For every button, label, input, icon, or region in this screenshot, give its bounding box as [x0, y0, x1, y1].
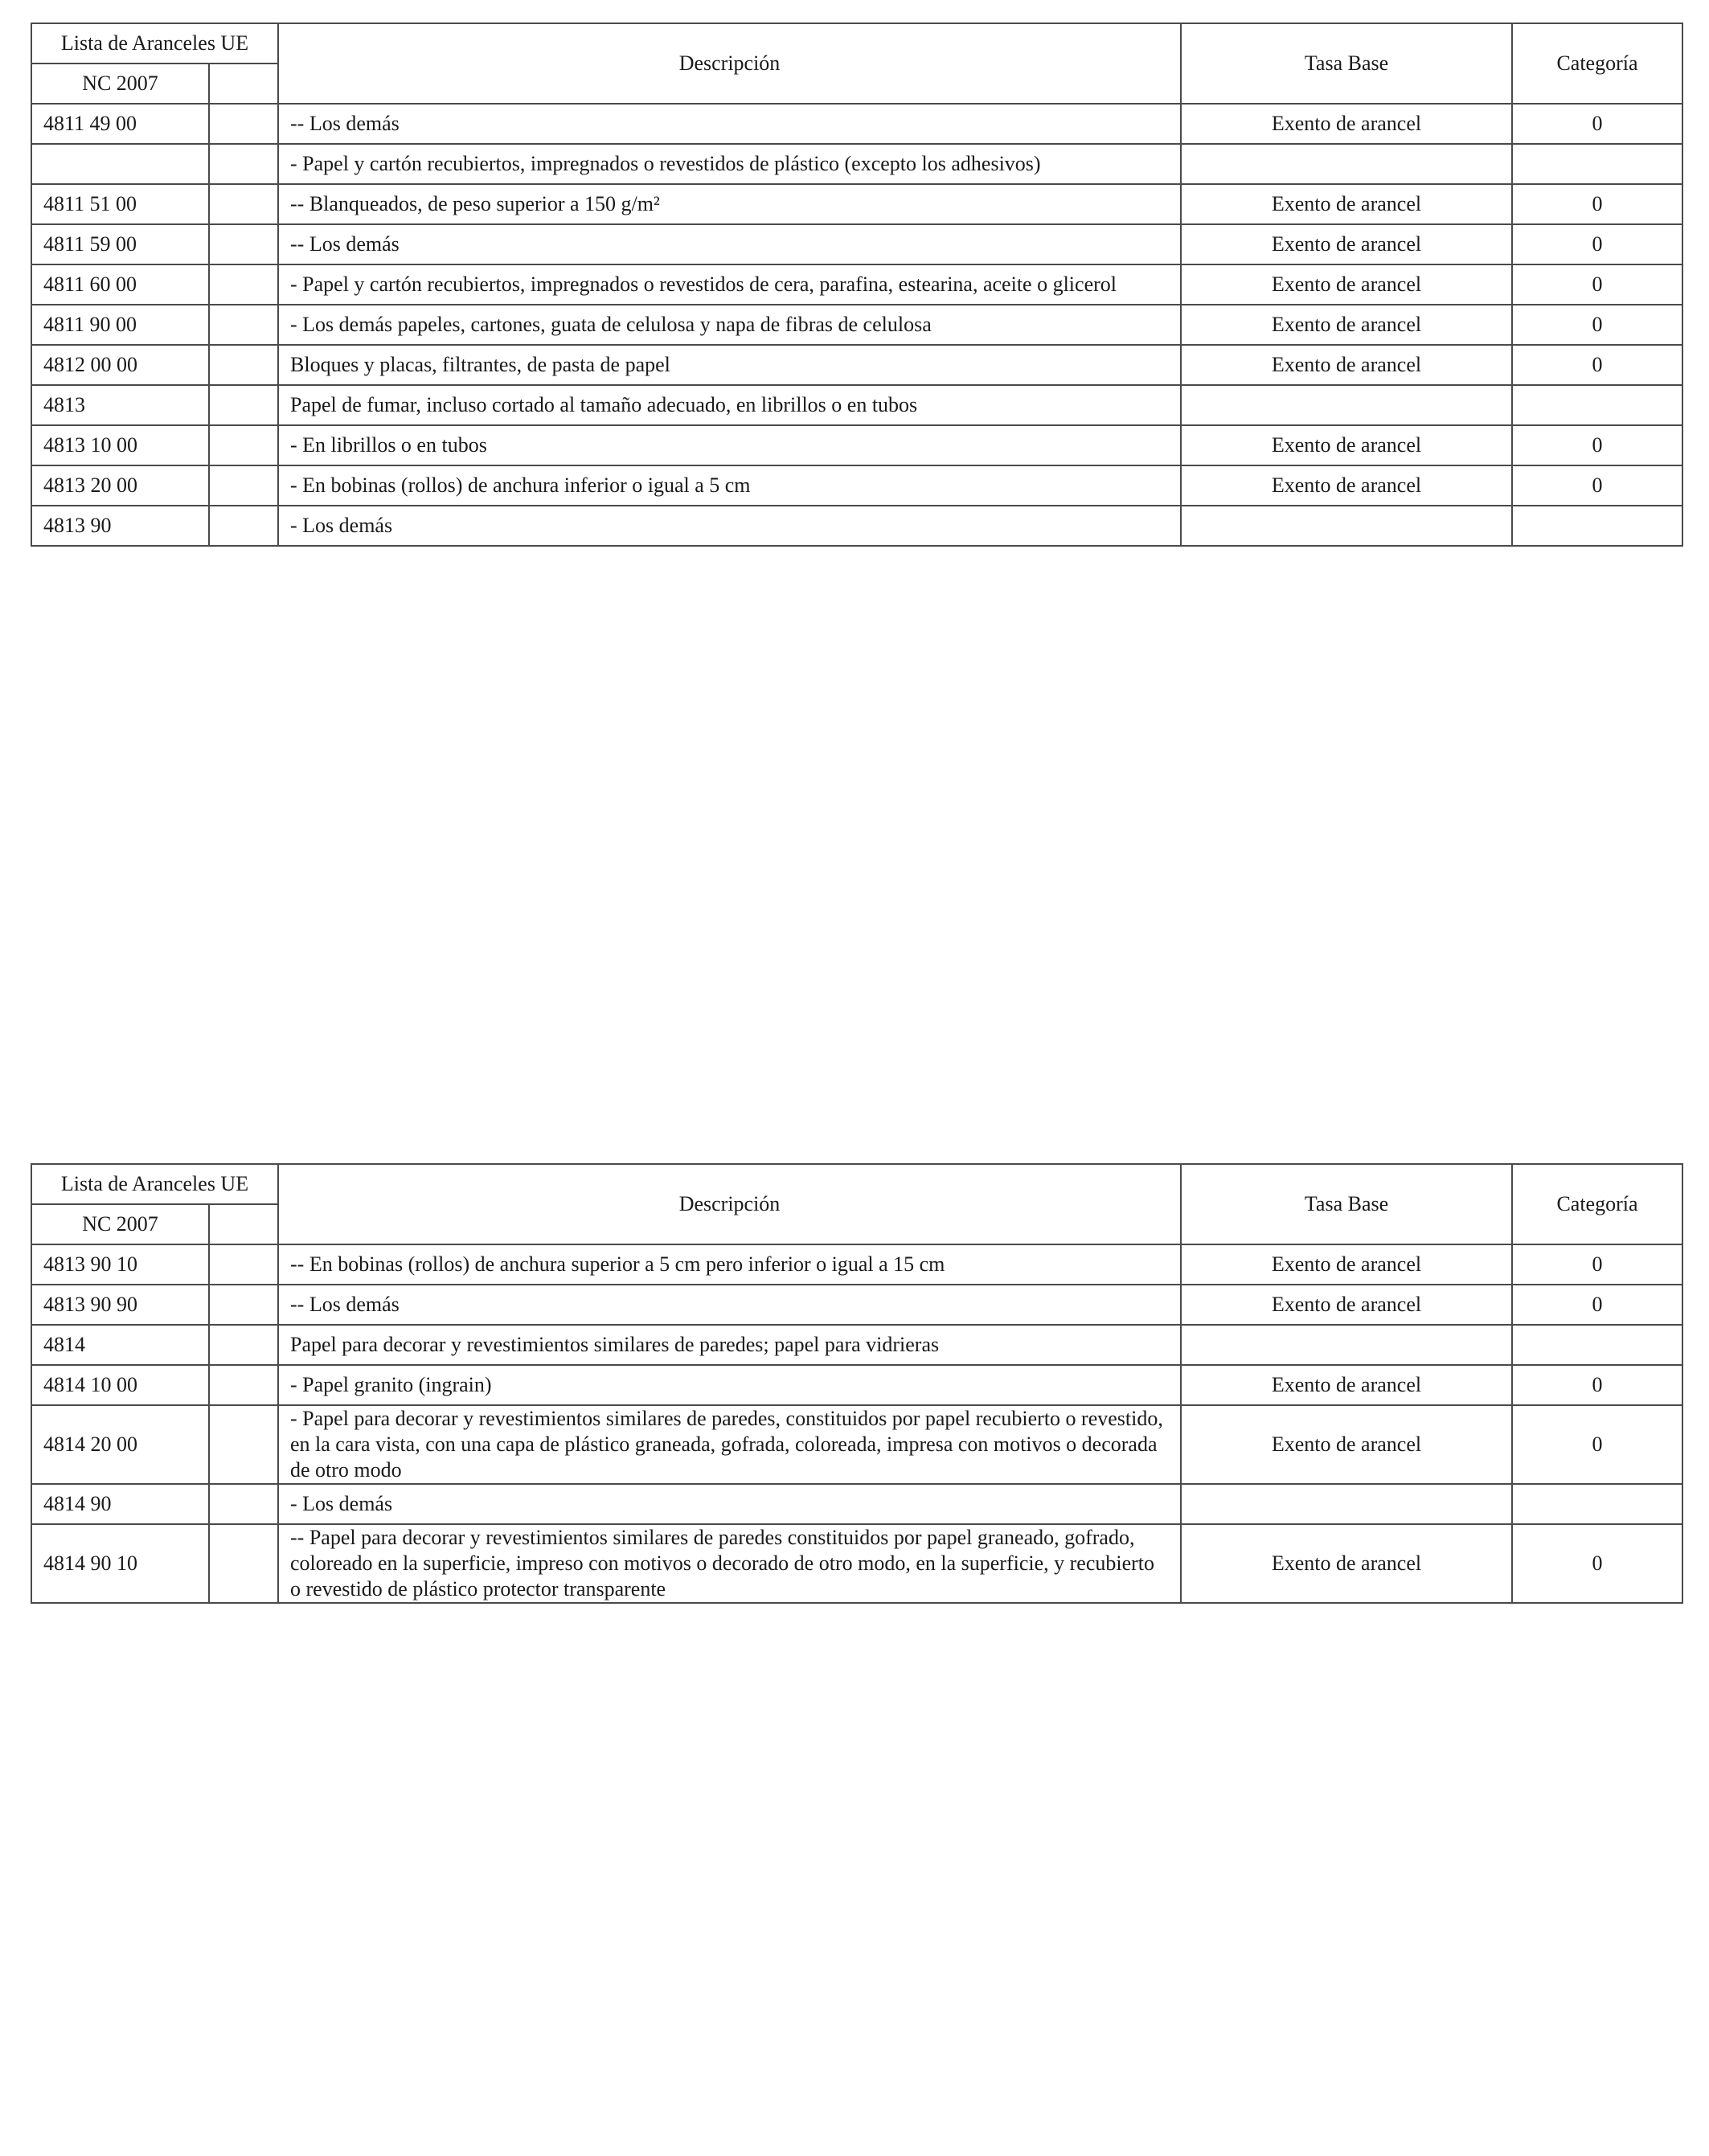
tariff-code-cell: 4814: [31, 1325, 209, 1365]
description-cell: - Papel y cartón recubiertos, impregnados o revestidos de plástico (excepto los adhesivos): [278, 144, 1181, 184]
description-cell: Papel de fumar, incluso cortado al tamaño adecuado, en librillos o en tubos: [278, 385, 1181, 425]
table-row: [31, 144, 1682, 184]
table-2-body: [31, 1164, 1682, 1603]
description-header: Descripción: [278, 23, 1181, 104]
tariff-code-cell: 4813 90 10: [31, 1244, 209, 1285]
blank-cell: [209, 1365, 278, 1405]
blank-cell: [209, 425, 278, 465]
base-rate-cell: Exento de arancel: [1181, 1285, 1512, 1325]
category-cell: 0: [1512, 1405, 1682, 1484]
table-row: [31, 184, 1682, 224]
base-rate-cell: Exento de arancel: [1181, 104, 1512, 144]
tariff-code-cell: 4813 20 00: [31, 465, 209, 506]
tariff-table-1: [31, 23, 1683, 547]
header-row-1: [31, 23, 1682, 64]
tariff-code-cell: 4814 10 00: [31, 1365, 209, 1405]
tariff-code-cell: 4813 90 90: [31, 1285, 209, 1325]
table-row: [31, 1325, 1682, 1365]
blank-cell: [209, 1244, 278, 1285]
table-1-body: [31, 23, 1682, 546]
blank-cell: [209, 1405, 278, 1484]
header-row-1: [31, 1164, 1682, 1204]
description-cell: -- En bobinas (rollos) de anchura superior a 5 cm pero inferior o igual a 15 cm: [278, 1244, 1181, 1285]
tariff-code-cell: 4814 20 00: [31, 1405, 209, 1484]
blank-cell: [209, 1325, 278, 1365]
blank-cell: [209, 144, 278, 184]
category-cell: 0: [1512, 224, 1682, 264]
category-cell: 0: [1512, 264, 1682, 305]
base-rate-cell: [1181, 144, 1512, 184]
nc-subheader-blank: [209, 1204, 278, 1244]
category-cell: [1512, 385, 1682, 425]
base-rate-cell: Exento de arancel: [1181, 465, 1512, 506]
tariff-code-cell: [31, 144, 209, 184]
category-cell: 0: [1512, 1285, 1682, 1325]
blank-cell: [209, 1524, 278, 1603]
category-header: Categoría: [1512, 1164, 1682, 1244]
description-cell: - En bobinas (rollos) de anchura inferior o igual a 5 cm: [278, 465, 1181, 506]
blank-cell: [209, 465, 278, 506]
tariff-code-cell: 4813 10 00: [31, 425, 209, 465]
category-cell: 0: [1512, 465, 1682, 506]
list-header: Lista de Aranceles UE: [31, 23, 278, 64]
nc-header: NC 2007: [31, 64, 209, 104]
description-cell: -- Los demás: [278, 104, 1181, 144]
table-row: [31, 385, 1682, 425]
description-cell: - Los demás: [278, 506, 1181, 546]
base-rate-cell: Exento de arancel: [1181, 184, 1512, 224]
base-rate-cell: Exento de arancel: [1181, 1365, 1512, 1405]
base-rate-cell: [1181, 1484, 1512, 1524]
description-header: Descripción: [278, 1164, 1181, 1244]
tariff-code-cell: 4811 59 00: [31, 224, 209, 264]
category-cell: 0: [1512, 184, 1682, 224]
tariff-code-cell: 4811 60 00: [31, 264, 209, 305]
tariff-code-cell: 4813: [31, 385, 209, 425]
category-cell: 0: [1512, 425, 1682, 465]
category-cell: [1512, 1325, 1682, 1365]
base-rate-cell: [1181, 385, 1512, 425]
description-cell: - Los demás: [278, 1484, 1181, 1524]
description-cell: - Papel y cartón recubiertos, impregnados o revestidos de cera, parafina, estearina, aceite o glicerol: [278, 264, 1181, 305]
table-row: [31, 425, 1682, 465]
tariff-code-cell: 4811 49 00: [31, 104, 209, 144]
base-rate-cell: Exento de arancel: [1181, 224, 1512, 264]
description-cell: Bloques y placas, filtrantes, de pasta de papel: [278, 345, 1181, 385]
table-row: [31, 1484, 1682, 1524]
category-cell: [1512, 506, 1682, 546]
tariff-code-cell: 4811 51 00: [31, 184, 209, 224]
blank-cell: [209, 1285, 278, 1325]
description-cell: Papel para decorar y revestimientos similares de paredes; papel para vidrieras: [278, 1325, 1181, 1365]
description-cell: -- Los demás: [278, 1285, 1181, 1325]
category-cell: 0: [1512, 1365, 1682, 1405]
description-cell: - Los demás papeles, cartones, guata de celulosa y napa de fibras de celulosa: [278, 305, 1181, 345]
table-row: [31, 1365, 1682, 1405]
base-rate-cell: [1181, 1325, 1512, 1365]
table-row: [31, 104, 1682, 144]
table-row: [31, 305, 1682, 345]
tariff-code-cell: 4813 90: [31, 506, 209, 546]
tariff-table-2: [31, 1163, 1683, 1604]
blank-cell: [209, 264, 278, 305]
category-cell: [1512, 144, 1682, 184]
list-header: Lista de Aranceles UE: [31, 1164, 278, 1204]
base-rate-cell: Exento de arancel: [1181, 1405, 1512, 1484]
category-cell: 0: [1512, 345, 1682, 385]
description-cell: - Papel granito (ingrain): [278, 1365, 1181, 1405]
table-row: [31, 264, 1682, 305]
base-rate-cell: Exento de arancel: [1181, 1524, 1512, 1603]
table-row: [31, 465, 1682, 506]
category-cell: 0: [1512, 305, 1682, 345]
category-cell: 0: [1512, 104, 1682, 144]
blank-cell: [209, 104, 278, 144]
table-row: [31, 1405, 1682, 1484]
nc-subheader-blank: [209, 64, 278, 104]
tariff-code-cell: 4814 90: [31, 1484, 209, 1524]
blank-cell: [209, 305, 278, 345]
category-cell: [1512, 1484, 1682, 1524]
tariff-code-cell: 4811 90 00: [31, 305, 209, 345]
description-cell: -- Papel para decorar y revestimientos similares de paredes constituidos por papel graneado, gofrado, coloreado en la superficie, impreso con motivos o decorado de otro modo, en la superficie, y recubierto o revestido de plástico protector transparente: [278, 1524, 1181, 1603]
description-cell: -- Blanqueados, de peso superior a 150 g/m²: [278, 184, 1181, 224]
blank-cell: [209, 184, 278, 224]
blank-cell: [209, 345, 278, 385]
base-rate-cell: Exento de arancel: [1181, 425, 1512, 465]
table-row: [31, 1244, 1682, 1285]
base-rate-cell: Exento de arancel: [1181, 1244, 1512, 1285]
blank-cell: [209, 385, 278, 425]
category-header: Categoría: [1512, 23, 1682, 104]
table-row: [31, 345, 1682, 385]
base-rate-cell: Exento de arancel: [1181, 305, 1512, 345]
base-rate-cell: Exento de arancel: [1181, 264, 1512, 305]
tariff-code-cell: 4812 00 00: [31, 345, 209, 385]
rate-header: Tasa Base: [1181, 23, 1512, 104]
blank-cell: [209, 506, 278, 546]
category-cell: 0: [1512, 1524, 1682, 1603]
table-row: [31, 224, 1682, 264]
description-cell: - Papel para decorar y revestimientos similares de paredes, constituidos por papel recubierto o revestido, en la cara vista, con una capa de plástico graneada, gofrada, coloreada, impresa con motivos o decorada de otro modo: [278, 1405, 1181, 1484]
blank-cell: [209, 1484, 278, 1524]
rate-header: Tasa Base: [1181, 1164, 1512, 1244]
description-cell: -- Los demás: [278, 224, 1181, 264]
table-row: [31, 1285, 1682, 1325]
category-cell: 0: [1512, 1244, 1682, 1285]
base-rate-cell: [1181, 506, 1512, 546]
table-row: [31, 1524, 1682, 1603]
base-rate-cell: Exento de arancel: [1181, 345, 1512, 385]
nc-header: NC 2007: [31, 1204, 209, 1244]
table-row: [31, 506, 1682, 546]
tariff-code-cell: 4814 90 10: [31, 1524, 209, 1603]
description-cell: - En librillos o en tubos: [278, 425, 1181, 465]
blank-cell: [209, 224, 278, 264]
